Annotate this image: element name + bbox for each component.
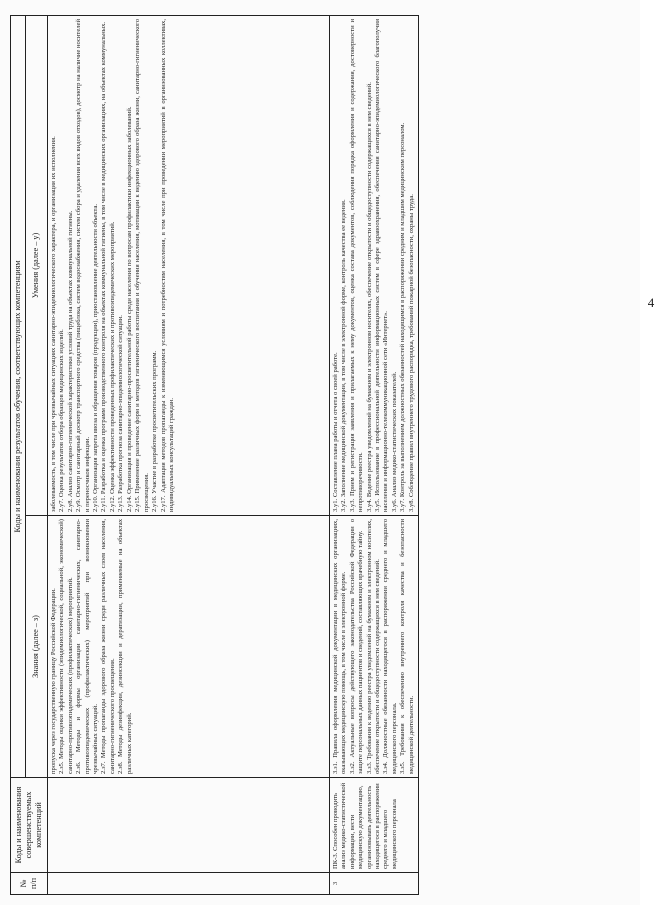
skill-item: 2.у17. Адаптация методов пропаганды к изменяющимся условиям и потребностям населения, в том числе при проведении мероприятий в организованных коллективах, индивидуальных консультаций граждан. — [159, 19, 175, 512]
skill-item: 3.у1. Составление плана работы и отчета о своей работе. — [331, 352, 339, 512]
skill-item: 2.у13. Разработка прогноза санитарно-эпидемиологической ситуации. — [117, 315, 125, 512]
skill-item: 2.у11. Разработка и оценка программ производственного контроля на объектах коммунальной гигиены, в том числе в медицинских организациях, на объектах коммунальных. — [100, 21, 108, 512]
competency-table — [10, 15, 419, 895]
header-skills: Умения (далее – у) — [25, 16, 47, 516]
row-number: 3 — [329, 873, 418, 895]
competency-cell — [47, 778, 329, 873]
skill-item: 2.у15. Применение различных форм и методов гигиенического воспитания и обучения населения, мотивации к ведению здорового образа жизни, санитарно-гигиенического просвещения. — [134, 19, 150, 512]
knowledge-item: 2.з8. Методы дезинфекции, дезинсекции и дератизации, применяемые на объектах различных категорий. — [117, 519, 133, 774]
knowledge-item: 2.з7. Методы пропаганды здорового образа жизни среди различных слоев населения, санитарно-гигиенического просвещения. — [100, 519, 116, 774]
rotated-table-sheet — [10, 15, 625, 895]
skill-item: 2.у8. Анализ санитарно-гигиенической характеристики условий труда на объектах коммунальной гигиены. — [66, 210, 74, 512]
page-number: 4 — [647, 295, 655, 310]
skills-cell — [329, 16, 418, 516]
skill-item: 2.у14. Организация и проведение санитарно-просветительной работы среди населения по вопросам профилактики инфекционных заболеваний. — [125, 106, 133, 512]
skill-item: заболеваемость, в том числе при чрезвычайных ситуациях санитарно-эпидемиологического характера, и организация их исполнения. — [49, 136, 57, 512]
skill-item: 3.у5. Использование в профессиональной деятельности информационных систем в сфере здравоохранения, обеспечения санитарно-эпидемиологического благополучия населения и информационно-телекоммуникационной сети «Интернет». — [374, 19, 390, 512]
skill-item: 2.у10. Организация запрета ввоза и обращения товаров (продукции), приостановление деятельности объекта. — [92, 203, 100, 512]
knowledge-cell — [47, 516, 329, 778]
row-number — [47, 873, 329, 895]
skill-item: 3.у6. Анализ медико-статистических показателей. — [390, 371, 398, 512]
header-knowledge: Знания (далее – з) — [25, 516, 47, 778]
skill-item: 2.у16. Участие в разработке просветительских программ. — [151, 350, 159, 512]
knowledge-item: 3.з1. Правила оформления медицинской документации в медицинских организациях, оказывающих медицинскую помощь, в том числе в электронной форме. — [331, 519, 348, 774]
knowledge-item: 2.з6. Методы и формы организации санитарно-гигиенических, санитарно-противоэпидемических (профилактических) мероприятий при возникновении чрезвычайных ситуаций. — [75, 519, 100, 774]
skill-item: 3.у7. Контроль за выполнением должностных обязанностей находящимся в распоряжении средним и младшим медицинским персоналом. — [399, 122, 407, 512]
competency-cell: ПК-3. Способен проводить анализ медико-статистической информации, вести медицинскую документацию, организовывать деятельность находящегося в распоряжении среднего и младшего медицинского персонала — [329, 778, 418, 873]
knowledge-item: 3.з5. Требования к обеспечению внутреннего контроля качества и безопасности медицинской деятельности. — [399, 519, 415, 774]
skill-item: 3.у2. Заполнение медицинской документации, в том числе в электронной форме, контроль качества ее ведения. — [340, 199, 348, 512]
knowledge-item: 3.з3. Требования к ведению реестра уведомлений на бумажном и электронном носителях, обеспечение открытости и общедоступности содержащихся в нем сведений. — [365, 519, 382, 774]
table-row — [47, 16, 329, 895]
header-num: № п/п — [11, 873, 48, 895]
knowledge-item: 3.з4. Должностные обязанности находящегося в распоряжении среднего и младшего медицинского персонала. — [382, 519, 398, 774]
header-competency: Коды и наименования совершенствуемых компетенций — [11, 778, 48, 873]
skill-item: 3.у3. Прием и регистрация заявления и прилагаемых к нему документов, оценка состава документов, соблюдения порядка оформления и содержания, достоверности и непротиворечивости. — [348, 19, 365, 512]
skill-item: 2.у12. Оценка эффективности проведенных профилактических и противоэпидемических мероприятий. — [108, 221, 116, 512]
skill-item: 3.у8. Соблюдение правил внутреннего трудового распорядка, требований пожарной безопасности, охраны труда. — [407, 194, 415, 512]
knowledge-cell — [329, 516, 418, 778]
skill-item: 2.у9. Осмотр и санитарный досмотр транспортного средства (пищеблока, систем водоснабжения, систем сбора и удаления всех видов отходов), досмотр на наличие носителей и переносчиков инфекции. — [75, 19, 91, 512]
knowledge-item: пропуска через государственную границу Российской Федерации. — [49, 588, 57, 774]
knowledge-item: 2.з5. Методы оценки эффективности (эпидемиологической, социальной, экономической) санитарно-противоэпидемических (профилактических) мероприятий. — [58, 519, 74, 774]
knowledge-item: 3.з2. Актуальные вопросы действующего законодательства Российской Федерации о защите персональных данных пациентов и сведений, составляющих врачебную тайну. — [348, 519, 365, 774]
header-results-group: Коды и наименования результатов обучения, соответствующих компетенциям — [11, 16, 26, 778]
skills-cell — [47, 16, 329, 516]
skill-item: 2.у7. Оценка результатов отбора образцов медицинских изделий. — [58, 329, 66, 512]
skill-item: 3.у4. Ведение реестра уведомлений на бумажном и электронном носителях, обеспечение открытости и общедоступности содержащихся в нем сведений. — [365, 82, 373, 512]
table-row — [329, 16, 418, 895]
